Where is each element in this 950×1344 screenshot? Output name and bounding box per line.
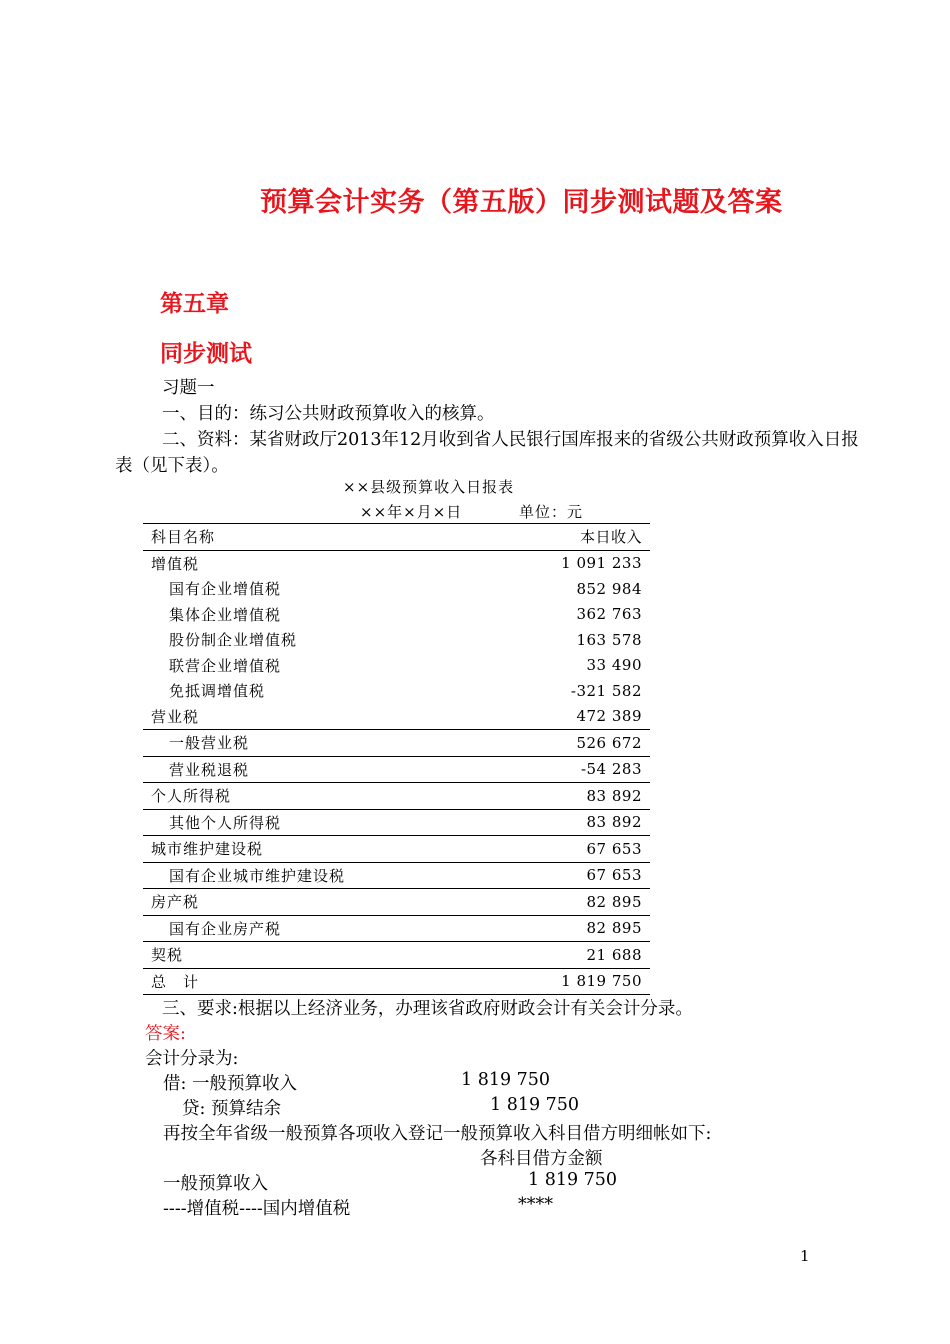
row-value: 21 688 — [490, 942, 650, 969]
table-row — [143, 730, 650, 757]
row-value: -54 283 — [490, 756, 650, 783]
debit-label: 借: 一般预算收入 — [163, 1074, 297, 1094]
table-row — [143, 862, 650, 889]
table-row — [143, 550, 650, 576]
table-date: ××年×月×日 — [360, 503, 463, 521]
row-name: 房产税 — [143, 889, 490, 916]
row-value: 526 672 — [490, 730, 650, 757]
ledger-intro: 再按全年省级一般预算各项收入登记一般预算收入科目借方明细帐如下: — [163, 1124, 712, 1144]
row-name: 增值税 — [151, 554, 200, 573]
row-name: 集体企业增值税 — [169, 605, 282, 624]
row-value: 82 895 — [490, 915, 650, 942]
row-name: 国有企业增值税 — [169, 580, 282, 599]
material-text-line1: 二、资料：某省财政厅2013年12月收到省人民银行国库报来的省级公共财政预算收入日报 — [162, 430, 859, 450]
ledger-row1-amount: 1 819 750 — [528, 1170, 618, 1190]
row-name: 国有企业城市维护建设税 — [143, 862, 490, 889]
row-name: 城市维护建设税 — [143, 836, 490, 863]
table-row — [143, 783, 650, 810]
answer-label: 答案: — [145, 1024, 186, 1044]
table-row — [143, 756, 650, 783]
page-number: 1 — [800, 1247, 810, 1265]
requirement-text: 三、要求:根据以上经济业务，办理该省政府财政会计有关会计分录。 — [162, 999, 693, 1019]
row-name: 联营企业增值税 — [169, 656, 282, 675]
row-value: 67 653 — [490, 836, 650, 863]
ledger-header: 各科目借方金额 — [480, 1149, 603, 1169]
row-name: 国有企业房产税 — [143, 915, 490, 942]
row-name: 免抵调增值税 — [169, 682, 266, 701]
credit-amount: 1 819 750 — [490, 1095, 580, 1115]
table-caption: ××县级预算收入日报表 — [343, 478, 515, 496]
row-value: 1 819 750 — [490, 968, 650, 995]
table-row — [143, 889, 650, 916]
debit-amount: 1 819 750 — [461, 1070, 551, 1090]
table-row — [143, 942, 650, 969]
table-row — [143, 602, 650, 628]
row-name: 个人所得税 — [143, 783, 490, 810]
row-value: -321 582 — [570, 681, 642, 700]
row-value: 83 892 — [490, 809, 650, 836]
header-value: 本日收入 — [490, 524, 650, 551]
table-row — [143, 915, 650, 942]
row-value: 852 984 — [576, 579, 642, 598]
chapter-heading: 第五章 — [160, 291, 229, 317]
table-row — [143, 653, 650, 679]
row-value: 1 091 233 — [561, 554, 642, 573]
table-total-row — [143, 968, 650, 995]
row-name: 契税 — [143, 942, 490, 969]
header-name: 科目名称 — [143, 524, 490, 551]
row-value: 82 895 — [490, 889, 650, 916]
material-text-line2: 表（见下表）。 — [115, 456, 229, 476]
ledger-row2-amount: **** — [518, 1195, 553, 1215]
row-value: 163 578 — [576, 630, 642, 649]
purpose-text: 一、目的：练习公共财政预算收入的核算。 — [162, 404, 495, 424]
table-header-row — [143, 524, 650, 551]
table-row — [143, 576, 650, 602]
exercise-label: 习题一 — [162, 378, 215, 398]
table-row — [143, 704, 650, 730]
row-name: 其他个人所得税 — [143, 809, 490, 836]
ledger-row1-label: 一般预算收入 — [163, 1174, 268, 1194]
row-name: 营业税 — [143, 704, 490, 730]
row-name: 营业税退税 — [143, 756, 490, 783]
document-title: 预算会计实务（第五版）同步测试题及答案 — [260, 187, 783, 218]
row-value: 33 490 — [586, 656, 642, 675]
ledger-row2-label: ----增值税----国内增值税 — [163, 1199, 351, 1219]
row-value: 67 653 — [490, 862, 650, 889]
table-row — [143, 809, 650, 836]
table-row — [143, 678, 650, 704]
row-name: 一般营业税 — [143, 730, 490, 757]
row-name: 股份制企业增值税 — [169, 631, 298, 650]
revenue-report-table — [143, 523, 650, 995]
row-value: 83 892 — [490, 783, 650, 810]
row-value: 472 389 — [490, 704, 650, 730]
entry-intro: 会计分录为: — [145, 1049, 239, 1069]
row-name: 总 计 — [143, 968, 490, 995]
credit-label: 贷: 预算结余 — [182, 1099, 281, 1119]
table-row — [143, 836, 650, 863]
section-heading: 同步测试 — [160, 341, 252, 367]
table-row — [143, 627, 650, 653]
row-value: 362 763 — [576, 605, 642, 624]
table-unit: 单位：元 — [519, 503, 584, 521]
